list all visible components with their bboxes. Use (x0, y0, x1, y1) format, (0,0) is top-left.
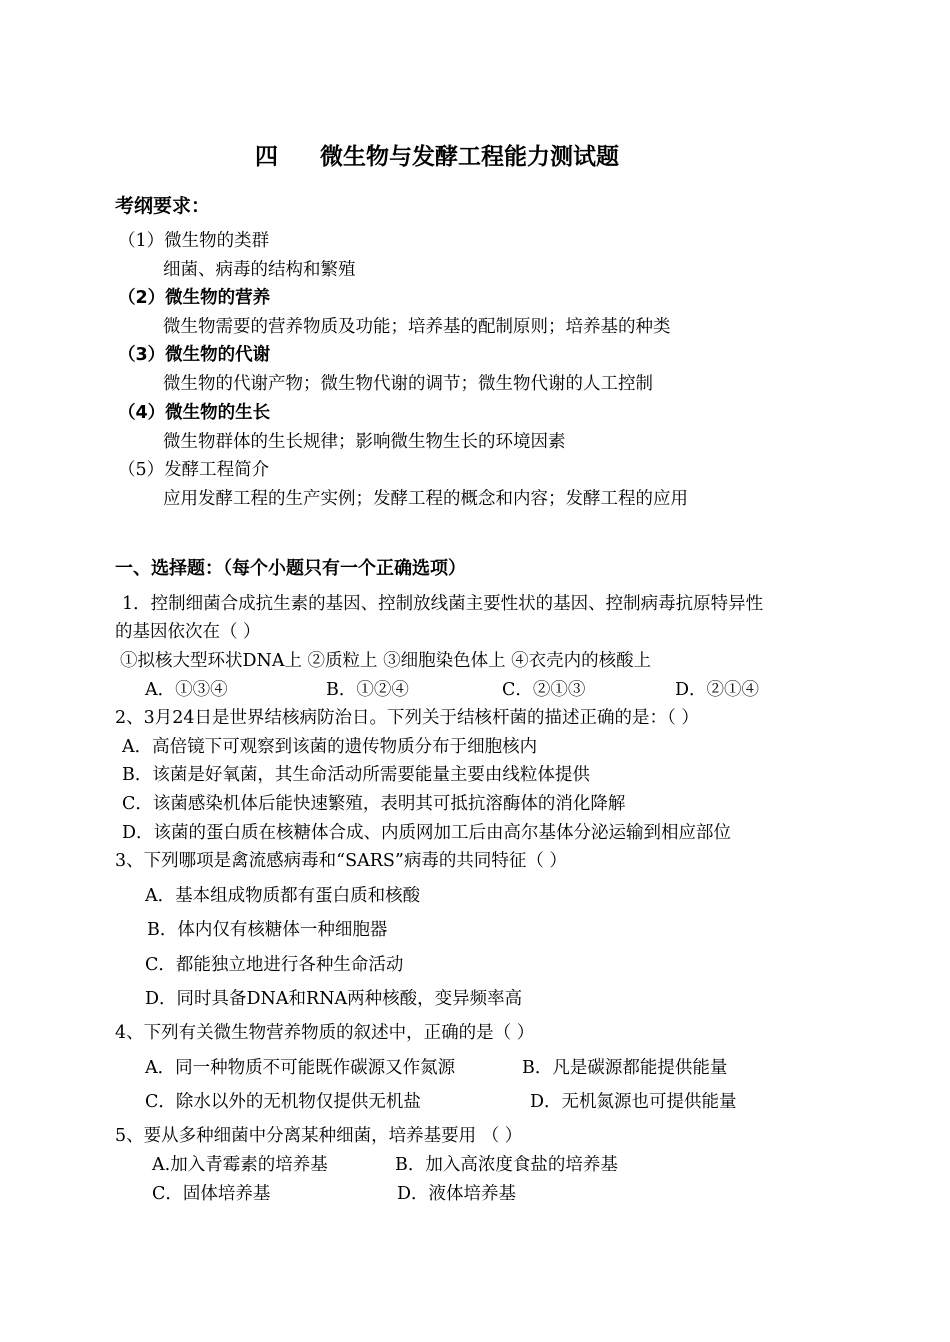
q2-stem: 2、3月24日是世界结核病防治日。下列关于结核杆菌的描述正确的是：（ ） (115, 708, 699, 728)
q5-option-c: C．固体培养基 (152, 1184, 271, 1204)
q4-option-a: A．同一种物质不可能既作碳源又作氮源 (145, 1058, 456, 1078)
q2-option-d: D．该菌的蛋白质在核糖体合成、内质网加工后由高尔基体分泌运输到相应部位 (122, 823, 732, 843)
req2-detail: 微生物需要的营养物质及功能；培养基的配制原则；培养基的种类 (163, 317, 671, 337)
req1-detail: 细菌、病毒的结构和繁殖 (163, 260, 356, 280)
q4-option-d: D．无机氮源也可提供能量 (530, 1092, 737, 1112)
req3-heading: （3）微生物的代谢 (118, 345, 271, 365)
requirements-heading: 考纲要求： (115, 195, 211, 217)
q3-option-b: B．体内仅有核糖体一种细胞器 (147, 920, 388, 940)
section-heading: 一、选择题：（每个小题只有一个正确选项） (115, 558, 466, 579)
q1-stem-line1: 1．控制细菌合成抗生素的基因、控制放线菌主要性状的基因、控制病毒抗原特异性 (122, 594, 764, 614)
q3-option-c: C．都能独立地进行各种生命活动 (145, 955, 404, 975)
q5-stem: 5、要从多种细菌中分离某种细菌，培养基要用 （ ） (115, 1126, 523, 1146)
req2-heading: （2）微生物的营养 (118, 288, 271, 308)
q4-option-c: C．除水以外的无机物仅提供无机盐 (145, 1092, 421, 1112)
q1-items: ①拟核大型环状DNA上 ②质粒上 ③细胞染色体上 ④衣壳内的核酸上 (120, 651, 652, 671)
q1-option-c: C．②①③ (502, 680, 586, 700)
req5-detail: 应用发酵工程的生产实例；发酵工程的概念和内容；发酵工程的应用 (163, 489, 688, 509)
q1-option-a: A．①③④ (145, 680, 228, 700)
q4-option-b: B．凡是碳源都能提供能量 (522, 1058, 728, 1078)
q4-stem: 4、下列有关微生物营养物质的叙述中，正确的是（ ） (115, 1023, 535, 1043)
q3-option-d: D．同时具备DNA和RNA两种核酸，变异频率高 (145, 989, 523, 1009)
title-number: 四 (255, 144, 278, 170)
q5-option-d: D．液体培养基 (397, 1184, 517, 1204)
q3-stem: 3、下列哪项是禽流感病毒和“SARS”病毒的共同特征（ ） (115, 851, 567, 871)
page-title: 微生物与发酵工程能力测试题 (320, 144, 619, 170)
req4-detail: 微生物群体的生长规律；影响微生物生长的环境因素 (163, 432, 566, 452)
req3-detail: 微生物的代谢产物；微生物代谢的调节；微生物代谢的人工控制 (163, 374, 653, 394)
q2-option-b: B．该菌是好氧菌，其生命活动所需要能量主要由线粒体提供 (122, 765, 590, 785)
q2-option-c: C．该菌感染机体后能快速繁殖，表明其可抵抗溶酶体的消化降解 (122, 794, 626, 814)
q5-option-b: B．加入高浓度食盐的培养基 (395, 1155, 618, 1175)
req4-heading: （4）微生物的生长 (118, 403, 271, 423)
q2-option-a: A．高倍镜下可观察到该菌的遗传物质分布于细胞核内 (122, 737, 538, 757)
q1-option-d: D．②①④ (675, 680, 760, 700)
q5-option-a: A.加入青霉素的培养基 (152, 1155, 328, 1175)
q1-stem-line2: 的基因依次在（ ） (115, 622, 261, 642)
q3-option-a: A．基本组成物质都有蛋白质和核酸 (145, 886, 421, 906)
q1-option-b: B．①②④ (326, 680, 409, 700)
req5-heading: （5）发酵工程简介 (118, 460, 270, 480)
req1-heading: （1）微生物的类群 (118, 231, 270, 251)
